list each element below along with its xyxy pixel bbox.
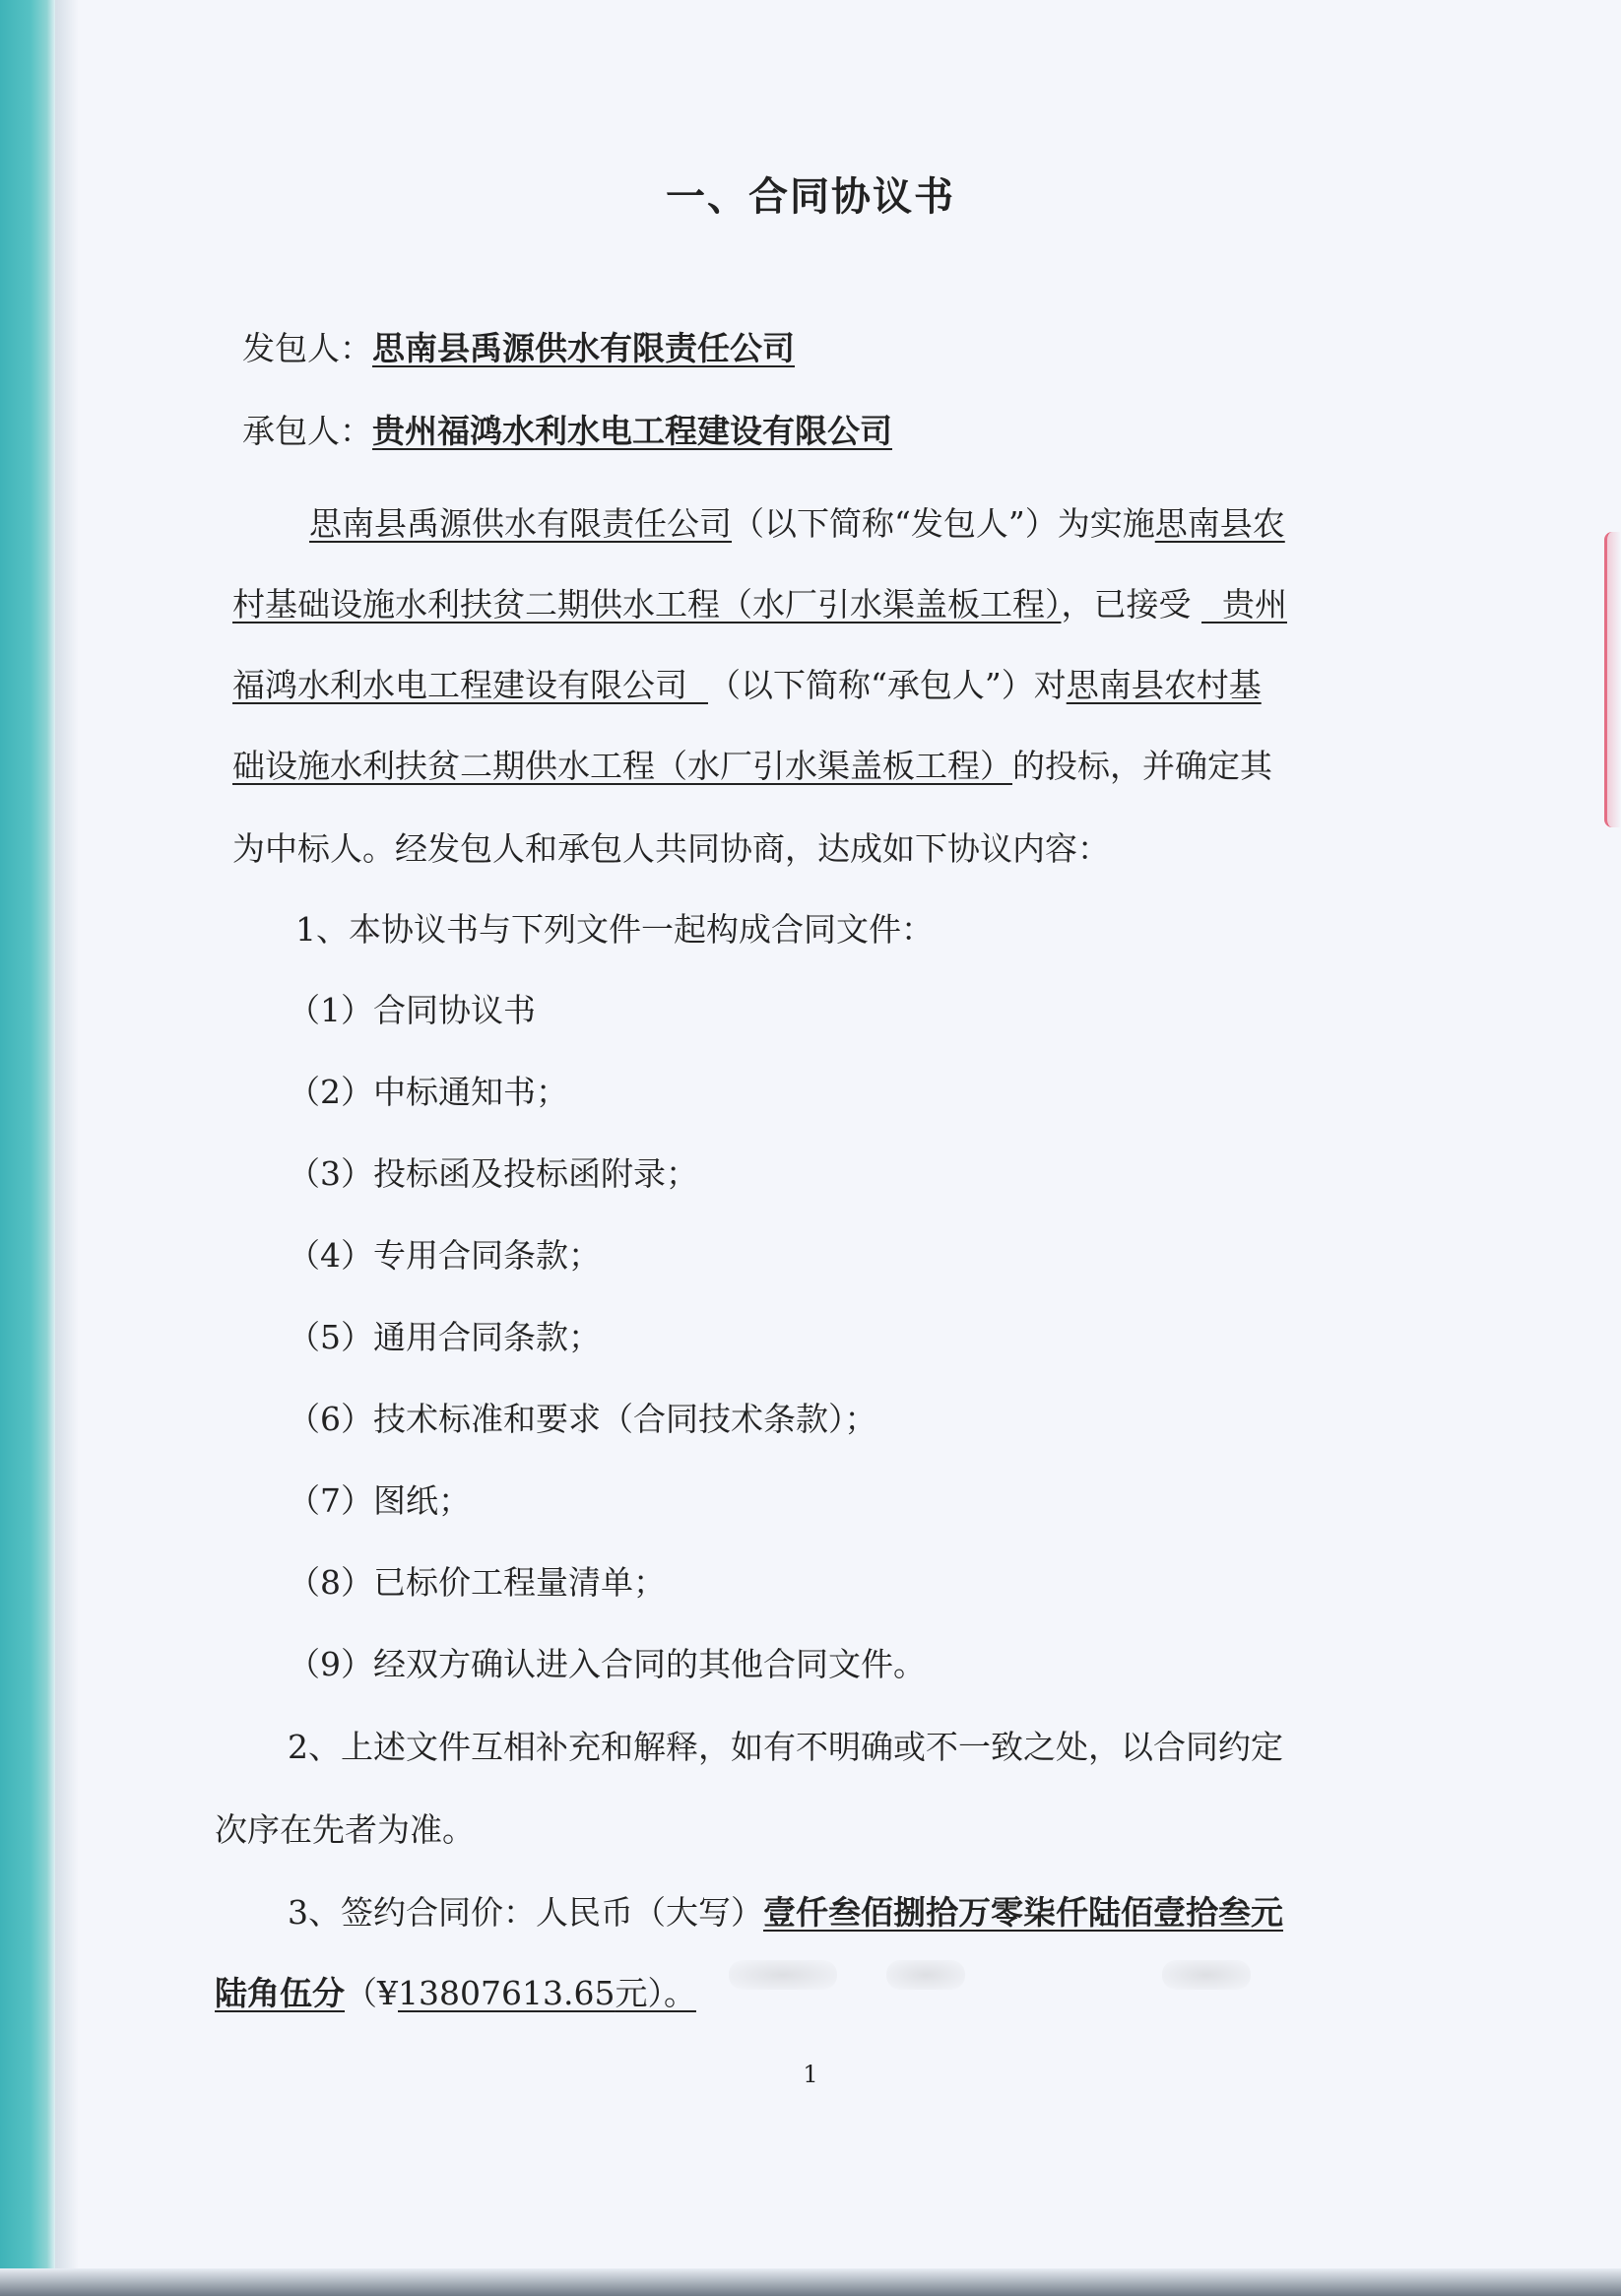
scan-smudge <box>1162 1960 1251 1990</box>
list-item: （6）技术标准和要求（合同技术条款）； <box>288 1400 877 1438</box>
intro-line-1: 思南县禹源供水有限责任公司（以下简称“发包人”）为实施思南县农 <box>309 504 1285 543</box>
intro-line-2: 村基础设施水利扶贫二期供水工程（水厂引水渠盖板工程），已接受 贵州 <box>232 585 1287 623</box>
intro-line-5: 为中标人。经发包人和承包人共同协商，达成如下协议内容： <box>232 829 1110 868</box>
employer-line <box>242 329 795 368</box>
clause-2-line-2: 次序在先者为准。 <box>215 1810 475 1849</box>
contract-price-words: 壹仟叁佰捌拾万零柒仟陆佰壹拾叁元 <box>763 1893 1283 1932</box>
page-title: 一、合同协议书 <box>666 173 955 220</box>
intro-line-4: 础设施水利扶贫二期供水工程（水厂引水渠盖板工程）的投标，并确定其 <box>232 747 1272 785</box>
contract-price-figure: 13807613.65 <box>398 1974 616 2012</box>
list-item: （1）合同协议书 <box>288 991 536 1029</box>
employer-label: 发包人： <box>242 329 372 367</box>
list-item: （7）图纸； <box>288 1481 471 1520</box>
scan-smudge <box>886 1960 965 1990</box>
intro-line-3: 福鸿水利水电工程建设有限公司 （以下简称“承包人”）对思南县农村基 <box>232 666 1262 704</box>
list-item: （5）通用合同条款； <box>288 1318 601 1356</box>
scan-smudge <box>729 1960 837 1990</box>
list-item: （9）经双方确认进入合同的其他合同文件。 <box>288 1645 926 1683</box>
employer-name: 思南县禹源供水有限责任公司 <box>372 329 795 367</box>
clause-3-line-2: 陆角伍分（¥13807613.65元）。 <box>215 1974 696 2012</box>
contractor-label: 承包人： <box>242 412 372 450</box>
contractor-name: 贵州福鸿水利水电工程建设有限公司 <box>372 412 892 450</box>
list-item: （3）投标函及投标函附录； <box>288 1154 698 1193</box>
list-item: （2）中标通知书； <box>288 1073 568 1111</box>
clause-3-line-1: 3、签约合同价：人民币（大写）壹仟叁佰捌拾万零柒仟陆佰壹拾叁元 <box>288 1893 1283 1932</box>
page-number: 1 <box>803 2061 818 2088</box>
list-item: （8）已标价工程量清单； <box>288 1563 666 1602</box>
contractor-line <box>242 412 892 451</box>
clause-1: 1、本协议书与下列文件一起构成合同文件： <box>295 910 934 949</box>
clause-2-line-1: 2、上述文件互相补充和解释，如有不明确或不一致之处，以合同约定 <box>288 1728 1283 1766</box>
list-item: （4）专用合同条款； <box>288 1236 601 1275</box>
